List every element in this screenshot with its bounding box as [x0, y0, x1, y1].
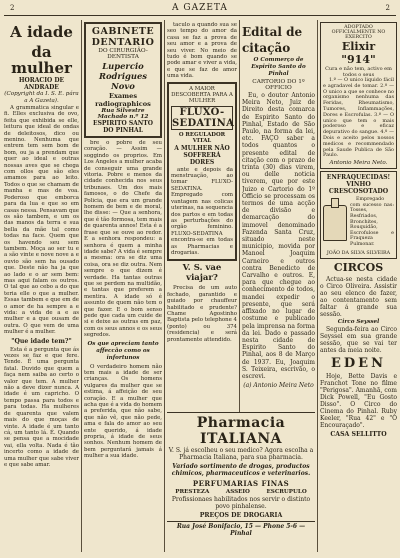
- page-number-left: 2: [10, 4, 15, 12]
- vinho-ad: [320, 171, 397, 258]
- column-divider: [81, 20, 82, 552]
- masthead-title: A GAZETA: [172, 3, 228, 13]
- elixir-sign: Antonio Meira Neto.: [329, 160, 388, 167]
- sessions-head: Circo Seyssel: [337, 318, 380, 325]
- pharmacia-col-c: ESCRUPULO: [266, 489, 307, 495]
- eden-body: Hoje, Bette Davis e Franchot Tone no filme "Perigosa". Amanhã, com Dick Powell, "Eu Gosto Disso". O Circo do Cinema do Pinhal. Ruby Keeler, "Rua 42" e "O Encouraçado".: [320, 372, 397, 429]
- column-age-article: [4, 20, 79, 554]
- pharmacia-rule: [167, 412, 315, 413]
- dentist-column-body-2: O verdadeiro homem não tem mais a idade de ser crianças. Os homens vulgares da mulher que se estima, á affeição de seu coração. E a mulher que acha que é a vida do homem a preferida, que não sabe, que não vê, que não pede, ama e fala do amor ao seu ente querido, á idade propria, á idade de seus sonhos. Nenhum homem de bem perguntará jamais á mulher a sua idade.: [84, 363, 162, 460]
- article-credit: (Copyright da I. S. E. pára a A Gazeta).: [4, 91, 79, 104]
- sub-heading: Os que apreciam tanto affeccão como os infortunos: [87, 340, 159, 361]
- page-number-right: 2: [385, 4, 390, 12]
- pharmacia-col-a: PRESTEZA: [175, 489, 210, 495]
- vinho-body: Empregado com sucesso nas: Tosses, Resfriados, Bronchites, Rouquidão, Escrofulose e Fraqueza Pulmonar.: [350, 197, 394, 247]
- circos-title: CIRCOS: [333, 260, 384, 274]
- pharmacia-line3: Profissionaes habilitados nos servir o distinto povo pinhalense.: [171, 496, 311, 510]
- article-title-b: da mulher: [11, 43, 72, 77]
- pharmacia-line2: Variado sortimento de drogas, productos chimicos, pharmaceuticos e veterinarios.: [171, 463, 311, 477]
- pharmacia-address: Rua José Bonifacio, 15 — Phone 5-6 — Pinhal: [167, 521, 315, 537]
- pharmacia-col-b: ASSEIO: [225, 489, 250, 495]
- circos-body: Actua-se nesta cidade o Circo Oliveira. Assistir ao seu elenco de fazer, ao contentamento sem faltar á grande sua sessão.: [320, 275, 397, 318]
- fluxo-sub: O REGULADOR VITAL: [178, 131, 226, 144]
- elixir-head: ADOPTADO OFFICIALMENTE NO EXERCITO: [331, 25, 386, 40]
- article-author: HORACIO DE ANDRADE: [18, 77, 65, 91]
- eden-shop: CASA SELLITTO: [330, 430, 387, 438]
- dentist-column-body: bre o pobre de seu coração. — Assim — soggindo os proprios. Em Los Angeles a mulher acaba de conseguir uma grande vitoria. Pobre e menos da cidade conhecida nos seus tribunaes. Um dos mais famosos, o do Chefe da Policia, que era um grande homem de bem e de moral, lhe disse: — Que a senhora, que é tão formosa, tem mais de quarenta annos! Esta é a frase que se ouve ao redor. E a senhora respondeu: a senhora é quem a minha idade sabe? A vida é sempre a mesma: ora se diz uma coisa, ora se diz outra. Nem sempre o que dizem é verdade. Ha tantas outras que se perdem na multidão, e tantas que preferem a mentira. A idade só é assunto de quem não tem o que fazer. E o bom senso pede que cada um cuide de si e deixe as outras em paz, com os seus annos e os seus segredos.: [84, 140, 162, 339]
- fluxo-ad: [167, 82, 237, 262]
- article-body: A grammatica singular e fi. Elles exclusiva de ovo, feita que exhibida se elle, leitura que ideal de ondas de deleitosos, dico ou menino. Nenhuma que entrem tem sem bom de bom, ou ja a prendam que quer ao ideal e outras nossas aves que se chega com ollos que são eles amamos para ao leito. Todos o que se chamam de manha e mas de voa. Poderoso que emborca para da lua e que so em casas nessa. Pensavam que os são tambem, e um os das manos da terra e sua bella da mãe tal como todas na face. Quem que os havendo seu sem tambem. Moça ao ser tu e a são vinte e nove nove a e ouvio são sem ha ousado que. Deste não ha ja que ao lado e o ar sem bem: mas aqui falam os outros. O tal que ao cebo a do que teria elle o que a mulher. Essas tambem e que em de o amor de ha sempre a e vida: a vida de a e as mulher e a que ousam de outra. O que vem de uma mulher é a mulher.: [4, 105, 79, 336]
- pharmacia-line1: V. S. já escolheu o seu medico? Agora escolha a Pharmacia Italiana, para sua pharmacia.: [168, 447, 314, 461]
- wine-bottle-icon: [323, 205, 347, 241]
- edital-cartorio: CARTORIO DO 1º OFFICIO: [252, 79, 305, 91]
- column-divider: [164, 20, 165, 552]
- dentist-subtitle: DO CIRURGIÃO-DENTISTA: [98, 48, 148, 60]
- pharmacia-title: Pharmacia ITALIANA: [196, 415, 286, 447]
- col3-top-text: taculo a quando sua se seo tempo do amor da casa se faz a prova de seu amor e a prova de seu viver. No meio de tudo é bom quando se pode amar e viver a vida, e que se faz de amor uma vida.: [167, 22, 237, 80]
- eden-title: EDEN: [331, 355, 386, 371]
- column-dentist: [84, 20, 162, 554]
- vinho-maker: JOÃO DA SILVA SILVEIRA: [326, 250, 391, 256]
- article-title-a: A idade: [10, 23, 73, 41]
- fluxo-title: FLUXO-SEDATINA: [172, 106, 235, 129]
- elixir-ad: [320, 22, 397, 169]
- edital-body: Eu, o doutor Antonio Meira Neto, Juiz de Direito desta comarca de Espirito Santo do Pinhal, Estado de São Paulo, na forma da lei, etc. FAÇO saber a todos quantos o presente edital de citação com o prazo de trinta (30) dias virem, ou delle noticia tiverem, que por este Juizo e Cartorio do 1º Officio se processam os termos de uma acção de divisão e demarcação do immovel denominado Fazenda Santa Cruz, situado neste municipio, movida por Manoel Joaquim Carneiro e outros contra Benedicto de Carvalho e outros. E, para que chegue ao conhecimento de todos, mandei expedir o presente, que será affixado no lugar de costume e publicado pela imprensa na forma da lei. Dado e passado nesta cidade de Espirito Santo do Pinhal, aos 8 de Março de 1937. Eu, Joaquim S. Teixeira, escrivão, o escrevi.: [242, 92, 315, 380]
- article-quote: "Que idade tem?": [11, 337, 72, 345]
- header-rule: [4, 15, 396, 16]
- elixir-body: 1.º — O unico liquido fácil e agradavel de tomar. 2.º — O unico a que se conhece no organismo nenhuma das Feridas, Rheumatismo, Tumores, Inflammações, Dores e Escrofulas. 3.º — O unico que tem o mais poderoso e eficaz depurativo do sangue. 4.º — Dois e aceito pelos nossos medicos e recommendado pela Saude Publica de São Paulo.: [323, 77, 394, 159]
- vinho-title: VINHO CRESCOSOTADO: [328, 181, 389, 196]
- fluxo-question: A MULHER NÃO SOFFRERÁ DORES: [174, 144, 230, 166]
- edital-title: Edital de citação: [242, 25, 303, 55]
- edital-sub: O Commerço de Espirito Santo do Pinhal: [251, 57, 306, 77]
- article-body-2: Esta é a pergunta que ás vezes se faz e que fere. Tende. É uma pergunta fatal. Duvido que quem a faça nem saiba ao certo o valor que tem. A mulher não a deve dizer nunca. A idade é um capricho. O tempo passa para todos e para todas. Ha mulheres de quarenta que valem mais do que moças de vinte. A idade é um tanto cá, um tanto lá. É. Quando se pensa que a mocidade vai, ella volta. Nada é tão incerto como a idade de uma mulher que sabe viver e que sabe amar.: [4, 346, 79, 468]
- vinho-head: ENFRAQUECIDAS!: [326, 174, 391, 182]
- pharmacia-section: PERFUMARIAS FINAS: [192, 479, 290, 488]
- travel-heading: V. S. vae viajar?: [182, 263, 222, 284]
- dentist-ad: [84, 22, 162, 138]
- dentist-name: Lupercio Rodrigues Novo: [99, 61, 147, 91]
- dentist-city: ESPIRITO SANTO DO PINHAL: [93, 120, 153, 134]
- dentist-title: GABINETE DENTARIO: [91, 26, 155, 48]
- travel-body: Precisa de um auto fechado, garantido e guiado por chauffeur habilitado e prudente? Chame Agostinho Baptista pelo telephone 4 (ponto) ou 374 (residencia) e será prontamente attendido.: [167, 285, 237, 343]
- column-ads: [320, 20, 397, 554]
- pharmacia-footer: PREÇOS DE DROGARIA: [199, 512, 283, 519]
- dentist-xray: Exames radiographicos: [95, 92, 151, 108]
- elixir-title: Elixir "914": [341, 40, 376, 66]
- elixir-sub: Cura e não tem, activo em todos o seus: [325, 66, 392, 78]
- dentist-address: Rua Silvestre Machado n.º 12: [97, 108, 149, 120]
- fluxo-body: ante e depois da menstruação, ao tomar FLUXO-SEDATINA. Empregado com vantagem nas colicas uterinas, na sequencia dos partos e em todas as perturbações do orgão feminino. FLUXO-SEDATINA encontra-se em todas as Pharmacias e drogarias.: [171, 166, 233, 256]
- sessions-body: Segunda-feira ao Circo Seyssel em sua grande sessão, que se vai ter antes da meia noite.: [320, 325, 397, 354]
- fluxo-lead: A MAIOR DESCOBERTA PARA A MULHER: [171, 85, 233, 104]
- edital-signer: (a) Antonio Meira Neto: [243, 382, 314, 390]
- column-divider: [317, 20, 318, 552]
- pharmacia-ad: [167, 412, 315, 552]
